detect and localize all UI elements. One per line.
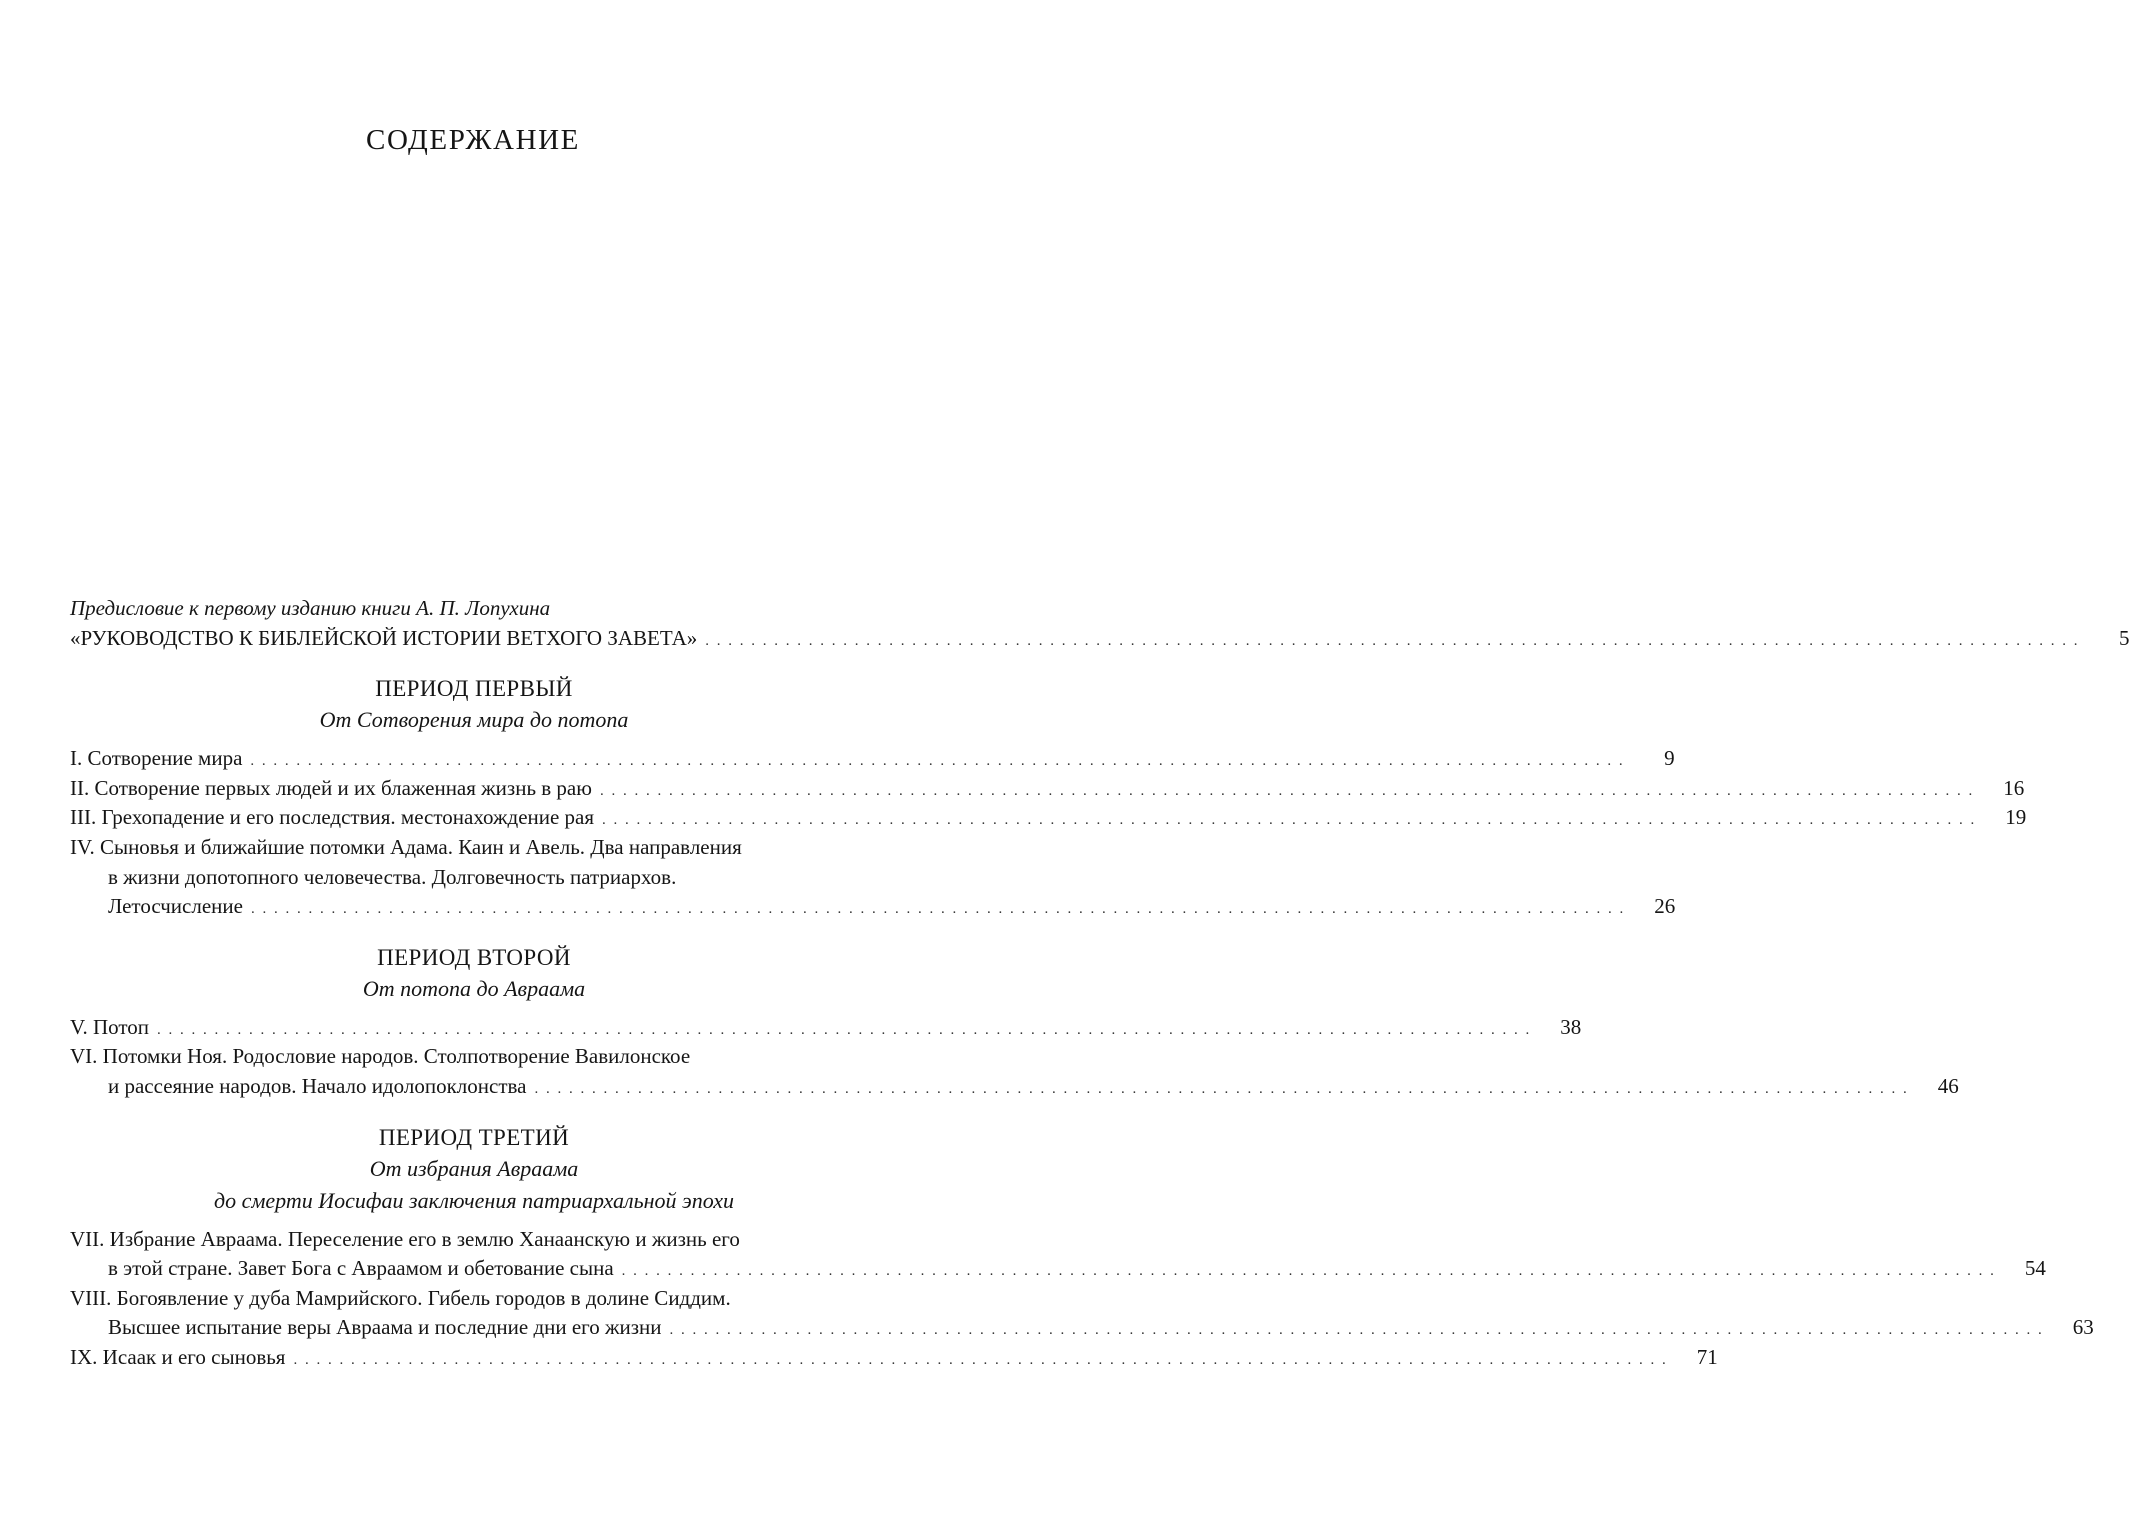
entry-title: II. Сотворение первых людей и их блаженная жизнь в раю	[70, 775, 592, 800]
toc-entry-chapter-2[interactable]	[70, 774, 2025, 804]
entry-title: IV. Сыновья и ближайшие потомки Адама. Каин и Авель. Два направления	[70, 834, 742, 859]
entry-title: III. Грехопадение и его последствия. местонахождение рая	[70, 805, 595, 830]
entry-title-continued: Высшее испытание веры Авраама и последние дни его жизни	[108, 1315, 662, 1340]
entry-title-continued: и рассеяние народов. Начало идолопоклонства	[108, 1073, 527, 1098]
dot-leader	[705, 627, 2079, 657]
page-title: СОДЕРЖАНИЕ	[366, 124, 580, 156]
page-number: 16	[2003, 775, 2025, 800]
period-heading: ПЕРИОД ВТОРОЙ	[377, 944, 571, 970]
entry-title: VII. Избрание Авраама. Переселение его в землю Ханаанскую и жизнь его	[70, 1226, 740, 1251]
dot-leader	[534, 1075, 1908, 1105]
table-of-contents	[70, 594, 2130, 1373]
toc-entry-chapter-3[interactable]	[70, 803, 2027, 833]
page-number: 71	[1696, 1344, 1718, 1369]
period-subtitle: От потопа до Авраама	[362, 975, 586, 1001]
page-number: 5	[2119, 625, 2130, 650]
period-heading: ПЕРИОД ТРЕТИЙ	[378, 1124, 570, 1150]
page-number: 26	[1654, 894, 1676, 919]
page-number: 38	[1560, 1014, 1582, 1039]
dot-leader	[622, 1257, 1996, 1287]
preface-note	[70, 594, 878, 624]
period-heading: ПЕРИОД ПЕРВЫЙ	[375, 676, 573, 702]
entry-title-continued: в этой стране. Завет Бога с Авраамом и обетование сына	[108, 1256, 614, 1281]
period-subtitle: От избрания Авраама	[369, 1155, 579, 1181]
dot-leader	[293, 1346, 1667, 1376]
entry-title-continued: в жизни допотопного человечества. Долговечность патриархов.	[108, 864, 677, 889]
entry-title: IX. Исаак и его сыновья	[70, 1344, 286, 1369]
page-number: 9	[1664, 746, 1675, 771]
dot-leader	[670, 1316, 2044, 1346]
toc-entry-chapter-7[interactable]	[70, 1225, 2046, 1284]
dot-leader	[600, 777, 1974, 807]
preface-note-text: Предисловие к первому изданию книги А. П. Лопухина	[70, 596, 551, 620]
page-number: 54	[2024, 1256, 2046, 1281]
toc-entry-chapter-9[interactable]	[70, 1343, 1718, 1373]
period-subtitle: до смерти Иосифаи заключения патриархальной эпохи	[213, 1187, 735, 1213]
toc-entry-chapter-5[interactable]	[70, 1013, 1582, 1043]
entry-title: V. Потоп	[70, 1014, 149, 1039]
dot-leader	[602, 806, 1976, 836]
entry-title: I. Сотворение мира	[70, 746, 243, 771]
entry-title-continued: Летосчисление	[108, 894, 243, 919]
page-number: 46	[1937, 1073, 1959, 1098]
entry-title: VI. Потомки Ноя. Родословие народов. Столпотворение Вавилонское	[70, 1044, 691, 1069]
dot-leader	[157, 1016, 1531, 1046]
toc-entry-chapter-4[interactable]	[70, 833, 1676, 922]
dot-leader	[250, 747, 1624, 777]
page-number: 19	[2005, 805, 2027, 830]
page-number: 63	[2072, 1315, 2094, 1340]
toc-entry-chapter-1[interactable]	[70, 744, 1675, 774]
entry-title: «РУКОВОДСТВО К БИБЛЕЙСКОЙ ИСТОРИИ ВЕТХОГО ЗАВЕТА»	[70, 625, 698, 650]
dot-leader	[251, 895, 1625, 925]
toc-entry-chapter-6[interactable]	[70, 1042, 1959, 1101]
toc-entry-preface[interactable]	[70, 624, 2130, 654]
entry-title: VIII. Богоявление у дуба Мамрийского. Гибель городов в долине Сиддим.	[70, 1285, 731, 1310]
toc-entry-chapter-8[interactable]	[70, 1284, 2094, 1343]
period-subtitle: От Сотворения мира до потопа	[319, 707, 629, 733]
